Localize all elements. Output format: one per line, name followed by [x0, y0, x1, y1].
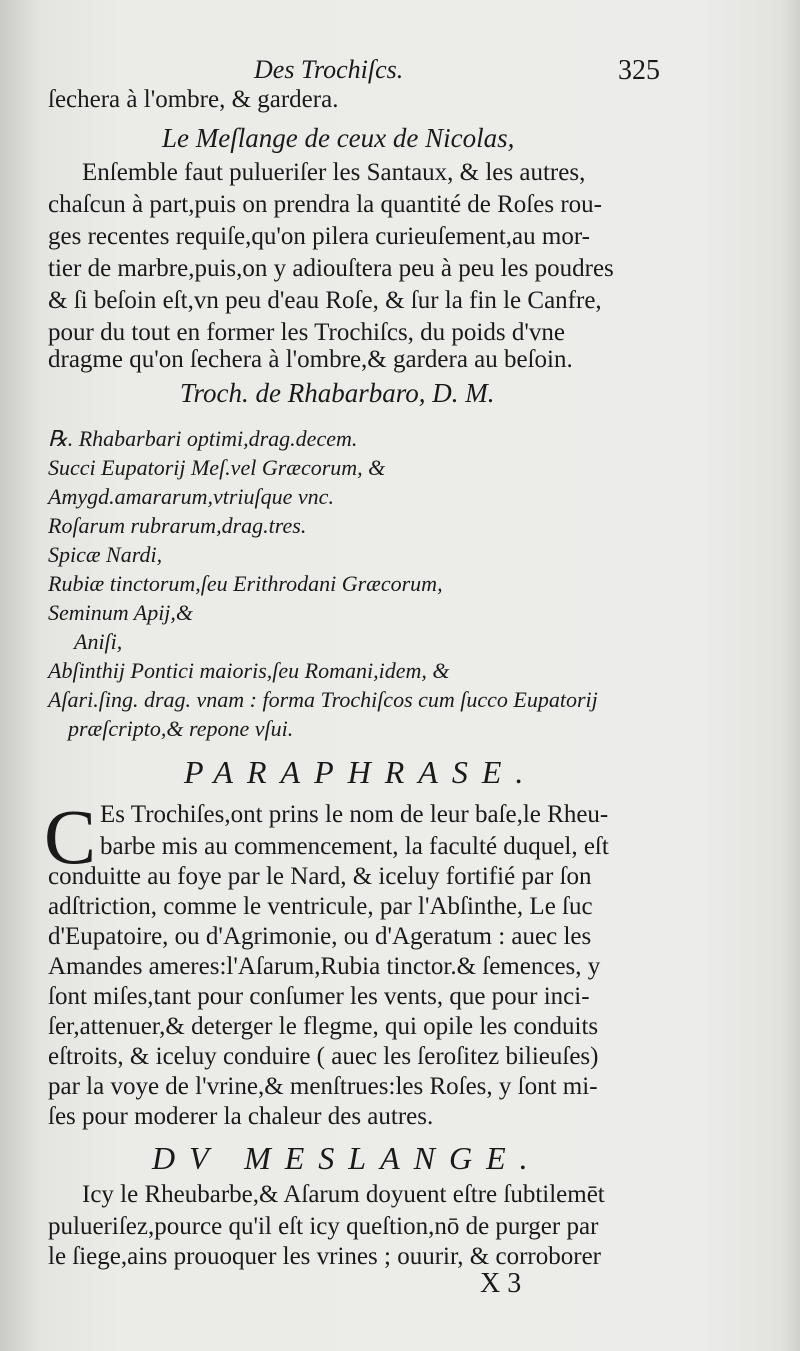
recipe-line: Roſarum rubrarum,drag.tres.	[48, 513, 307, 538]
recipe-line: Rubiæ tinctorum,ſeu Erithrodani Græcorum,	[48, 571, 443, 596]
text-line: ſechera à l'ombre, & gardera.	[48, 86, 339, 113]
recipe-heading: Troch. de Rhabarbaro, D. M.	[180, 378, 495, 408]
text-line: d'Eupatoire, ou d'Agrimonie, ou d'Ageratum : auec les	[48, 923, 592, 950]
meslange-heading: DV MESLANGE.	[152, 1140, 542, 1176]
signature-mark: X 3	[480, 1268, 522, 1299]
recipe-line: Spicæ Nardi,	[48, 542, 163, 567]
recipe-line: Abſinthij Pontici maioris,ſeu Romani,idem, &	[48, 658, 450, 683]
text-line: chaſcun à part,puis on prendra la quantité de Roſes rou-	[48, 191, 602, 218]
text-line: ſer,attenuer,& deterger le flegme, qui opile les conduits	[48, 1013, 599, 1040]
text-line: ſes pour moderer la chaleur des autres.	[48, 1103, 434, 1130]
text-line: dragme qu'on ſechera à l'ombre,& gardera au beſoin.	[48, 346, 573, 373]
section-heading: Le Meſlange de ceux de Nicolas,	[162, 123, 515, 153]
text-line: Icy le Rheubarbe,& Aſarum doyuent eſtre ſubtilemēt	[82, 1181, 605, 1208]
text-line: le ſiege,ains prouoquer les vrines ; ouurir, & corroborer	[48, 1243, 601, 1270]
text-line: eſtroits, & iceluy conduire ( auec les ſeroſitez bilieuſes)	[48, 1043, 599, 1070]
recipe-line: Seminum Apij,&	[48, 600, 194, 625]
paraphrase-heading: PARAPHRASE.	[184, 754, 538, 790]
drop-cap: C	[44, 793, 97, 880]
text-line: Amandes ameres:l'Aſarum,Rubia tinctor.& ſemences, y	[48, 953, 601, 980]
text-line: Enſemble faut pulueriſer les Santaux, & les autres,	[82, 159, 586, 186]
recipe-line: Amygd.amararum,vtriuſque vnc.	[48, 484, 334, 509]
page-number: 325	[618, 55, 660, 86]
text-line: & ſi beſoin eſt,vn peu d'eau Roſe, & ſur la fin le Canfre,	[48, 287, 602, 314]
text-line: barbe mis au commencement, la faculté duquel, eſt	[100, 833, 609, 860]
text-line: pour du tout en former les Trochiſcs, du poids d'vne	[48, 319, 565, 346]
text-line: ges recentes requiſe,qu'on pilera curieuſement,au mor-	[48, 223, 590, 250]
text-line: par la voye de l'vrine,& menſtrues:les Roſes, y ſont mi-	[48, 1073, 598, 1100]
recipe-line: præſcripto,& repone vſui.	[68, 716, 294, 741]
text-line: adſtriction, comme le ventricule, par l'Abſinthe, Le ſuc	[48, 893, 593, 920]
text-line: ſont miſes,tant pour conſumer les vents, que pour inci-	[48, 983, 590, 1010]
recipe-line: ℞. Rhabarbari optimi,drag.decem.	[48, 426, 358, 451]
recipe-line: Succi Eupatorij Meſ.vel Græcorum, &	[48, 455, 386, 480]
running-header: Des Trochiſcs.	[254, 55, 404, 84]
text-line: Es Trochiſes,ont prins le nom de leur baſe,le Rheu-	[100, 801, 609, 828]
text-line: conduitte au foye par le Nard, & iceluy fortifié par ſon	[48, 863, 592, 890]
recipe-line: Aniſi,	[74, 629, 123, 654]
recipe-line: Aſari.ſing. drag. vnam : forma Trochiſcos cum ſucco Eupatorij	[48, 687, 598, 712]
text-line: pulueriſez,pource qu'il eſt icy queſtion,nō de purger par	[48, 1213, 599, 1240]
text-line: tier de marbre,puis,on y adiouſtera peu à peu les poudres	[48, 255, 614, 282]
